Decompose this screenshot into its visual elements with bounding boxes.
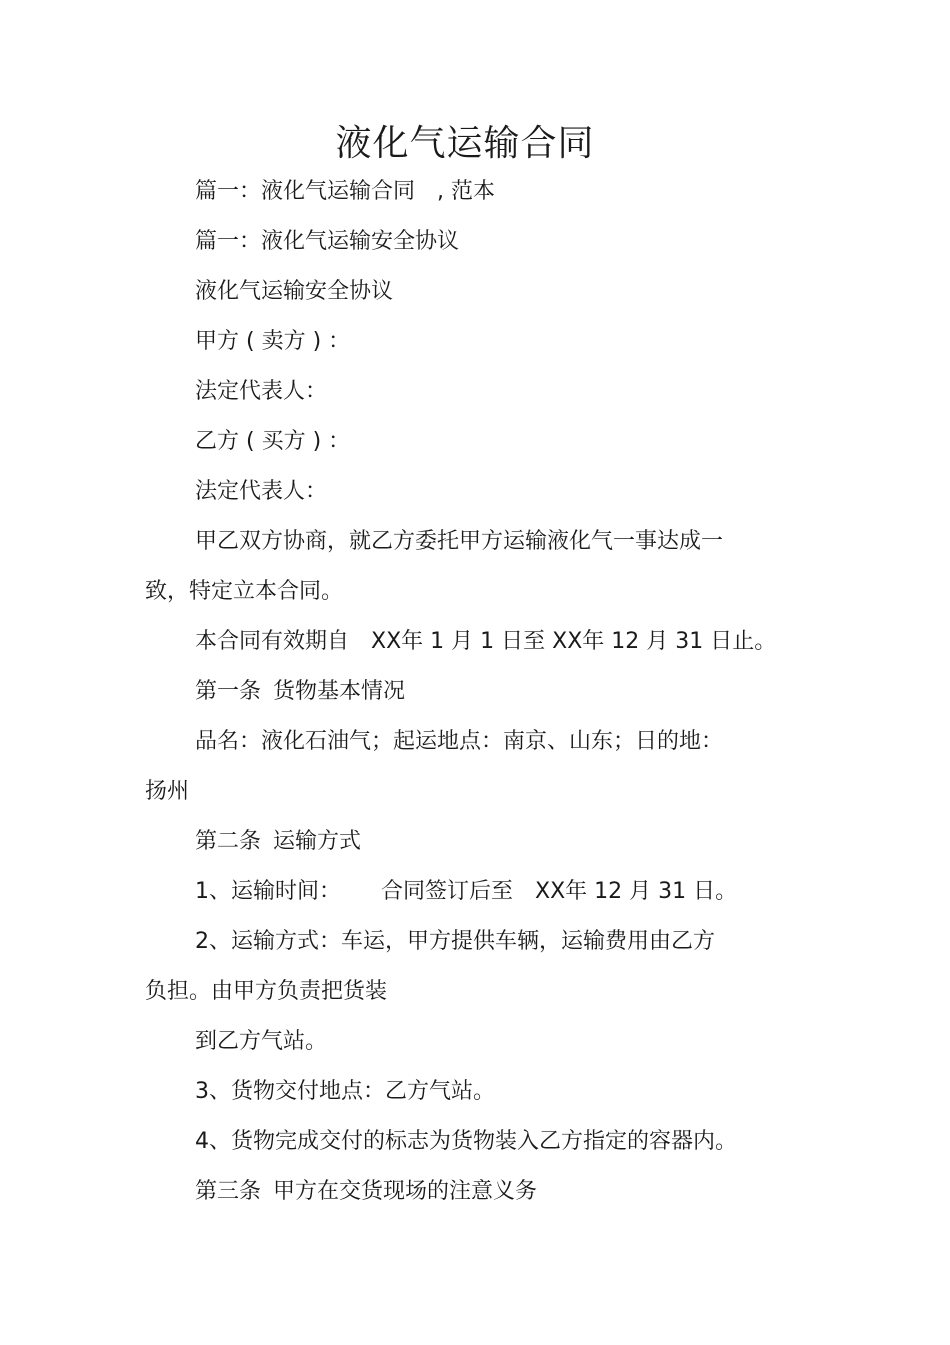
paragraph-agreement-line-1: 甲乙双方协商，就乙方委托甲方运输液化气一事达成一: [195, 529, 724, 554]
validity-period-line: [195, 627, 776, 657]
subtitle-part-1: 篇一：液化气运输合同: [195, 179, 416, 204]
clause-2-1-line: [195, 877, 737, 907]
article-3-heading: [195, 1177, 537, 1207]
clause-2-2-line-2: 负担。由甲方负责把货装: [145, 979, 388, 1004]
agreement-heading: 液化气运输安全协议: [195, 279, 394, 304]
clause-2-2-line-3: 到乙方气站。: [195, 1029, 328, 1054]
clause-2-4-line: 4、货物完成交付的标志为货物装入乙方指定的容器内。: [195, 1129, 737, 1154]
article-3-title: 甲方在交货现场的注意义务: [273, 1179, 538, 1204]
subtitle-part-2: , 范本: [437, 179, 496, 204]
party-a-representative: 法定代表人：: [195, 379, 328, 404]
article-1-number: 第一条: [195, 679, 262, 704]
article-2-number: 第二条: [195, 829, 262, 854]
paragraph-agreement-line-2: 致，特定立本合同。: [145, 579, 344, 604]
goods-info-line-1: 品名：液化石油气；起运地点：南京、山东；日的地：: [195, 729, 724, 754]
party-b-label: 乙方 ( 买方 ) ：: [195, 429, 351, 454]
article-2-title: 运输方式: [273, 829, 362, 854]
clause-2-1-text: 合同签订后至: [381, 879, 514, 904]
party-a-label: 甲方 ( 卖方 ) ：: [195, 329, 351, 354]
validity-part-2: XX年 1 月 1 日至 XX年 12 月 31 日止。: [371, 629, 777, 654]
clause-2-3-line: 3、货物交付地点：乙方气站。: [195, 1079, 495, 1104]
validity-part-1: 本合同有效期自: [195, 629, 350, 654]
goods-info-line-2: 扬州: [145, 779, 190, 804]
document-title: 液化气运输合同: [335, 123, 595, 164]
clause-2-1-date: XX年 12 月 31 日。: [535, 879, 738, 904]
party-b-representative: 法定代表人：: [195, 479, 328, 504]
clause-2-2-line-1: 2、运输方式：车运，甲方提供车辆，运输费用由乙方: [195, 929, 715, 954]
article-2-heading: [195, 827, 361, 857]
subtitle-line-2: 篇一：液化气运输安全协议: [195, 229, 460, 254]
article-1-heading: [195, 677, 405, 707]
subtitle-line-1: [195, 177, 495, 207]
clause-2-1-label: 1、运输时间：: [195, 879, 341, 904]
article-3-number: 第三条: [195, 1179, 262, 1204]
article-1-title: 货物基本情况: [273, 679, 406, 704]
